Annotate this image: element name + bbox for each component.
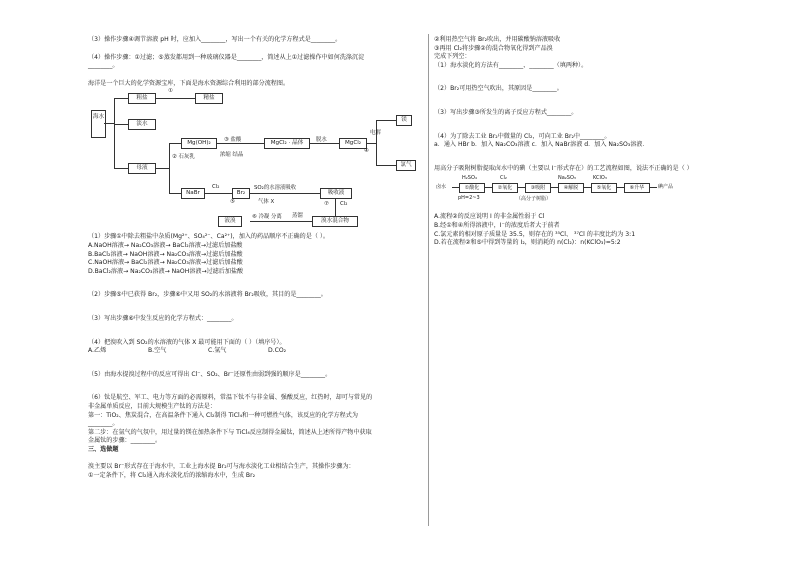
flow-brine: 卤水 bbox=[436, 184, 447, 191]
right-question-1: （1）海水淡化的方法有________、________（填两种）。 bbox=[434, 61, 588, 69]
label-so2-absorb: SO₂的水溶液吸收 bbox=[254, 185, 297, 192]
column-divider bbox=[428, 34, 429, 526]
question-6-line-3: 第一：TiO₂、焦炭混合，在高温条件下通入 Cl₂制得 TiCl₄和一种可燃性气体，该反应的化学方程式为 bbox=[88, 411, 358, 419]
line-trunk bbox=[104, 123, 114, 124]
label-lime-milk: ② 石灰乳 bbox=[172, 154, 195, 161]
box-seawater: 海水 bbox=[91, 110, 106, 138]
flow-cl2: Cl₂ bbox=[500, 175, 507, 182]
question-3b: （3）写出步骤⑥中发生反应的化学方程式：________。 bbox=[88, 314, 238, 322]
flow-ph: pH=2~3 bbox=[458, 195, 480, 202]
question-4b: （4）把溴吹入到 SO₂的水溶液的气体 X 最可能用下面的（ ）（填序号）。 bbox=[88, 338, 286, 346]
option-c: C.氩气 bbox=[208, 347, 227, 355]
label-step-7: ⑦ bbox=[324, 201, 329, 208]
label-step-4: ④ bbox=[364, 148, 369, 155]
right-option-c: C.氯元素的相对原子质量是 35.5，则存在的 ³⁵Cl、 ³⁷Cl 的丰度比约为 3:1 bbox=[434, 230, 636, 238]
label-electrolysis: 电解 bbox=[370, 130, 381, 137]
seawater-flow-diagram bbox=[88, 88, 423, 233]
flow-oxidize-2: ⑤氧化 bbox=[591, 183, 617, 193]
box-br-liquid: 液溴 bbox=[218, 216, 242, 227]
option-a: A.乙烯 bbox=[88, 347, 107, 355]
label-cl2: Cl₂ bbox=[212, 184, 220, 191]
label-distill: 蒸馏 bbox=[292, 213, 303, 220]
box-mgcl2-crystal: MgCl₂ · 晶体 bbox=[264, 138, 310, 149]
right-option-d: D.若在流程②和⑤中得到等量的 I₂，则消耗的 n(Cl₂)：n(KClO₃)=5:2 bbox=[434, 239, 621, 247]
question-3-text: （3）操作步骤④调节溶液 pH 时，应加入________，写出一个有关的化学方程式是________。 bbox=[88, 36, 342, 43]
question-6-line-4: ________。 bbox=[88, 420, 119, 428]
flow-adsorb: ③吸附 bbox=[525, 183, 551, 193]
flow-sublime: ⑥升华 bbox=[624, 183, 650, 193]
question-6-line-5: 第二步：在氩气的气氛中，用过量的镁在加热条件下与 TiCl₄反应制得金属钛，简述从上述所得产物中获取 bbox=[88, 428, 372, 436]
right-question-5: 用高分子吸附树脂提取卤水中的碘（主要以 I⁻形式存在）的工艺流程如图，说法不正确的是（ ） bbox=[434, 164, 693, 172]
left-column bbox=[88, 36, 423, 481]
question-4-text-cont: ________。 bbox=[88, 62, 119, 70]
label-step-5: ⑤ bbox=[230, 199, 235, 206]
option-b: B.空气 bbox=[148, 347, 167, 355]
right-option-a: A.流程②的反应说明 I 的非金属性弱于 Cl bbox=[434, 213, 545, 221]
question-6-line-6: 金属钛的步骤：________。 bbox=[88, 437, 162, 445]
right-question-4: （4）为了除去工业 Br₂中微量的 Cl₂，可向工业 Br₂中________。 bbox=[434, 132, 611, 140]
section-heading: 三、选做题 bbox=[88, 445, 119, 453]
flow-resin: （高分子树脂） bbox=[516, 196, 552, 203]
flow-kclo3: KClO₃ bbox=[593, 175, 607, 182]
line-vertical-trunk bbox=[114, 98, 115, 168]
question-2: （2）步骤⑤中已获得 Br₂，步骤⑥中又用 SO₂的水溶液将 Br₂吸收，其目的是________。 bbox=[88, 291, 327, 299]
box-magnesium: 镁 bbox=[396, 115, 412, 126]
right-question-4-options: a．通入 HBr b．加入 Na₂CO₃溶液 c．加入 NaBr溶液 d．加入 Na₂SO₃溶液． bbox=[434, 141, 649, 149]
right-question-2: （2）Br₂可用热空气吹出，其原因是________。 bbox=[434, 85, 563, 93]
passage-intro: 海洋是一个巨大的化学资源宝库，下面是海水资源综合利用的部分流程图。 bbox=[88, 79, 290, 87]
question-4-text: （4）操作步骤：①过滤；⑤蒸发都用到一种玻璃仪器是________，简述从上①过滤操作中如何洗涤沉淀 bbox=[88, 53, 365, 61]
label-gas-x: 气体 X bbox=[258, 199, 275, 206]
flow-h2so4: H₂SO₄ bbox=[462, 175, 477, 182]
box-bromine-water-mix: 溴水混合物 bbox=[312, 216, 358, 227]
label-step-1: ① bbox=[168, 88, 173, 95]
flow-na2so3: Na₂SO₃ bbox=[558, 175, 576, 182]
box-mgcl2: MgCl₂ bbox=[339, 138, 367, 149]
question-6-line-1: （6）钛是航空、军工、电力等方面的必需原料，常温下钛不与非金属、强酸反应，红热时，却可与常见的 bbox=[88, 394, 373, 402]
box-mother-liquor: 母液 bbox=[128, 163, 156, 174]
right-option-b: B.经①和④所得溶液中，I⁻的浓度后者大于前者 bbox=[434, 221, 560, 229]
box-refined-salt: 精盐 bbox=[195, 93, 223, 104]
question-4b-options bbox=[88, 347, 423, 356]
question-1-option-a: A.NaOH溶液→ Na₂CO₃溶液→ BaCl₂溶液→过滤后加盐酸 bbox=[88, 241, 243, 249]
question-5b: （5）由海水提溴过程中的反应可得出 Cl⁻、SO₂、Br⁻还原性由弱到强的顺序是________。 bbox=[88, 370, 332, 378]
flow-acidify: ①酸化 bbox=[459, 183, 485, 193]
option-d: D.CO₂ bbox=[268, 347, 287, 355]
box-crude-salt: 粗盐 bbox=[128, 93, 156, 104]
question-1-option-b: B.BaCl₂溶液→ NaOH溶液→ Na₂CO₃溶液→过滤后加盐酸 bbox=[88, 250, 243, 258]
box-mgoh2: Mg(OH)₂ bbox=[181, 138, 217, 149]
question-1: （1）步骤①中除去粗盐中杂质(Mg²⁺、SO₄²⁻、Ca²⁺)，加入的药品顺序不正确的是（ ）。 bbox=[88, 233, 329, 241]
box-absorb-solution: 吸收液 bbox=[320, 188, 352, 199]
question-1-option-d: D.BaCl₂溶液→ Na₂CO₃溶液→ NaOH溶液→过滤后加盐酸 bbox=[88, 267, 244, 275]
box-br2: Br₂ bbox=[232, 188, 250, 199]
label-hcl: ③ 盐酸 bbox=[224, 137, 242, 144]
step-2-text: ②利用热空气将 Br₂吹出，并用碳酸钠溶液吸收 bbox=[434, 36, 561, 43]
question-1-option-c: C.NaOH溶液→ BaCl₂溶液→ Na₂CO₃溶液→过滤后加盐酸 bbox=[88, 259, 243, 267]
label-concentrate: 浓缩 结晶 bbox=[220, 152, 244, 159]
flow-desorb: ④解脱 bbox=[558, 183, 584, 193]
iodine-flow-diagram bbox=[434, 175, 764, 211]
right-question-3: （3）写出步骤③所发生的离子反应方程式________。 bbox=[434, 108, 578, 116]
box-fresh-water: 淡水 bbox=[128, 119, 156, 130]
label-step-6: ⑥ 冷凝 分离 bbox=[252, 214, 282, 221]
flow-oxidize: ②氧化 bbox=[492, 183, 518, 193]
flow-product: 碘产品 bbox=[658, 184, 674, 191]
question-6-line-2: 非金属单质反应，目前大规模生产钛的方法是： bbox=[88, 402, 216, 410]
label-cl2-b: Cl₂ bbox=[340, 201, 348, 208]
selection-line-2: ①一定条件下，将 Cl₂通入海水淡化后的浓缩海水中，生成 Br₂ bbox=[88, 472, 256, 480]
instruction-text: 完成下列空： bbox=[434, 53, 471, 61]
box-nabr: NaBr bbox=[181, 188, 205, 199]
label-dehydrate: 脱水 bbox=[316, 137, 327, 144]
right-column bbox=[434, 36, 764, 248]
box-chlorine-gas: 氯气 bbox=[396, 160, 416, 171]
selection-line-1: 溴主要以 Br⁻形式存在于海水中，工业上海水提 Br₂可与海水淡化工业相结合生产，其操作步骤为： bbox=[88, 463, 355, 471]
step-3-text: ③再用 Cl₂将步骤②的混合物氧化得到产品溴 bbox=[434, 44, 553, 52]
